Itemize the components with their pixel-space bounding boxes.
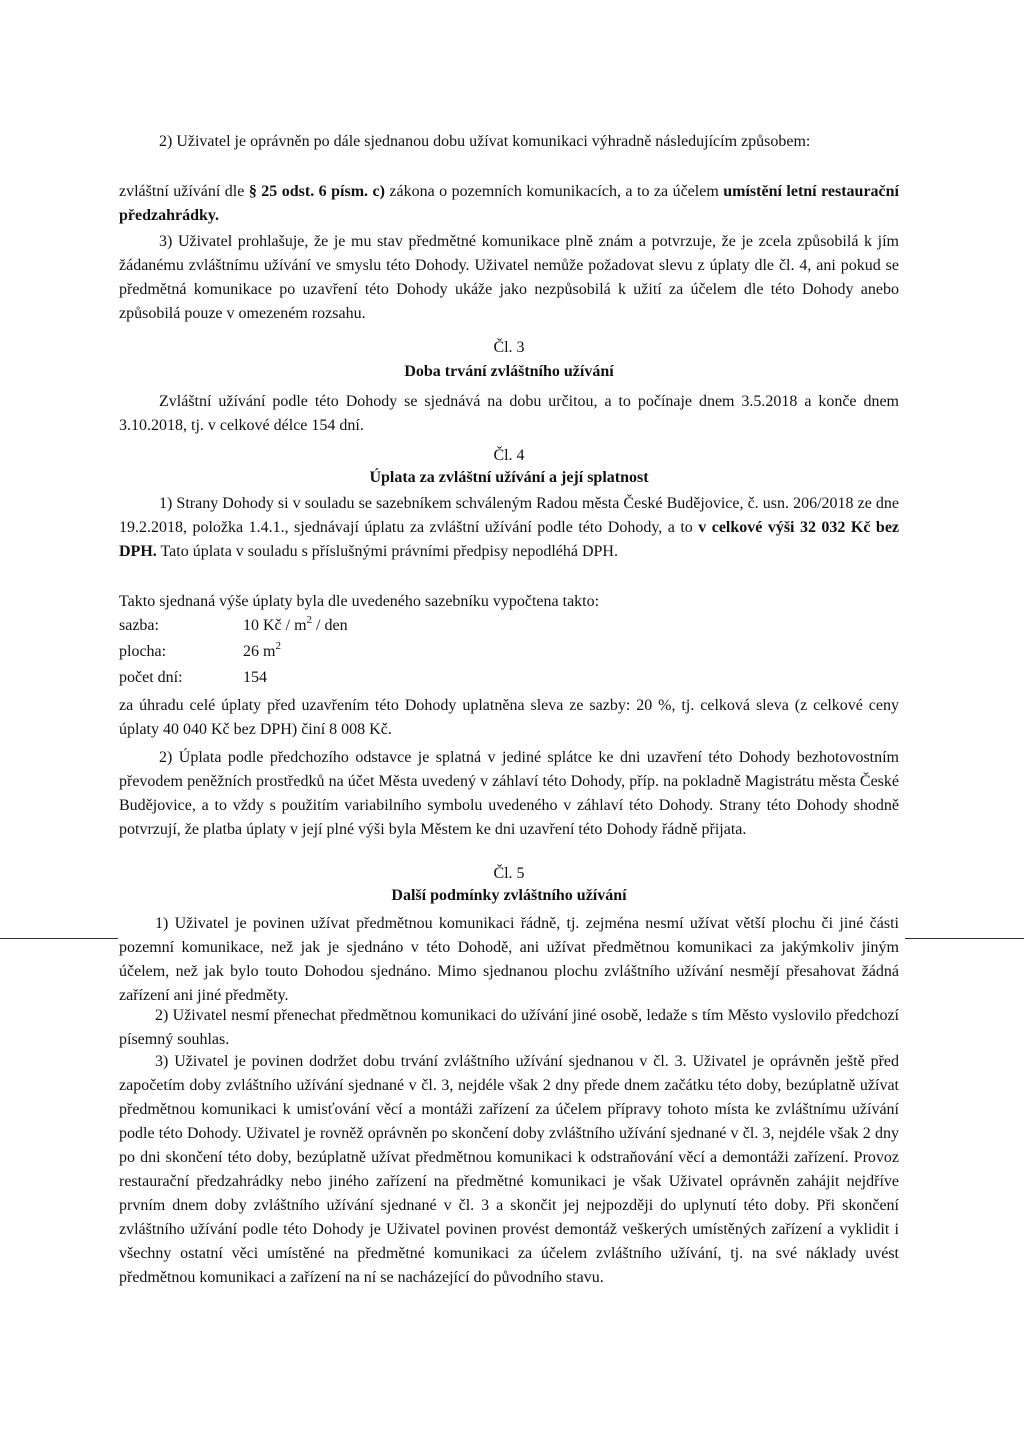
rate-row-pocet-dni [119, 666, 619, 690]
article-5-number: Čl. 5 [493, 865, 525, 882]
article-5-paragraph-2: 2) Uživatel nesmí přenechat předmětnou komunikaci do užívání jiné osobě, ledaže s tím Město vyslovilo předchozí písemný souhlas. [119, 1007, 899, 1048]
calculation-intro: Takto sjednaná výše úplaty byla dle uvedeného sazebníku vypočtena takto: [119, 593, 600, 610]
article-4-number: Čl. 4 [493, 447, 525, 464]
rate-value: 26 $m^2$ [243, 639, 281, 660]
article-4-title [119, 466, 899, 490]
article-3-text: Zvláštní užívání podle této Dohody se sjednává na dobu určitou, a to počínaje dnem 3.5.2018 a konče dnem 3.10.2018, tj. v celkové délce 154 dní. [119, 393, 899, 434]
article-5-paragraph-1: 1) Uživatel je povinen užívat předmětnou komunikaci řádně, tj. zejména nesmí užívat větší plochu či jiné části pozemní komunikace, než jak je sjednáno v této Dohodě, ani užívat předmětnou komunikaci za jakýmkoliv jiným účelem, než jak bylo touto Dohodou sjednáno. Mimo sjednanou plochu zvláštního užívání nesmějí přesahovat žádná zařízení ani jiné předměty. [119, 915, 899, 1004]
usage-legal-ref: § 25 odst. 6 písm. c) [248, 183, 385, 200]
rate-value: 154 [243, 669, 267, 686]
usage-purpose: umístění letní restaurační předzahrádky. [119, 183, 899, 224]
article-5-title-text: Další podmínky zvláštního užívání [391, 887, 627, 904]
art4-p1-text-a: 1) Strany Dohody si v souladu se sazebníkem schváleným Radou města České Budějovice, č. usn. 206/2018 ze dne 19.2.2018, položka 1.4.1., sjednávají úplatu za zvláštní užívání podle této Dohody, a to [119, 495, 899, 536]
rate-label: plocha: [119, 643, 167, 660]
article-4-paragraph-1 [119, 492, 899, 564]
usage-text-a: zvláštní užívání dle [119, 183, 245, 200]
usage-text-c: zákona o pozemních komunikacích, a to za účelem [389, 183, 719, 200]
rate-row-plocha [119, 640, 619, 664]
scan-line-right [905, 938, 1024, 939]
article-5-paragraph-3: 3) Uživatel je povinen dodržet dobu trvání zvláštního užívání sjednanou v čl. 3. Uživatel je oprávněn ještě před započetím doby zvláštního užívání sjednané v čl. 3, nejdéle však 2 dny přede dnem začátku této doby, bezúplatně užívat předmětnou komunikaci k umisťování věcí a montáži zařízení za účelem přípravy tohoto místa ke zvláštnímu užívání podle této Dohody. Uživatel je rovněž oprávněn po skončení doby zvláštního užívání sjednané v čl. 3, nejdéle však 2 dny po dni skončení této doby, bezúplatně užívat předmětnou komunikaci k odstraňování věcí a demontáži zařízení. Provoz restaurační předzahrádky nebo jiného zařízení na předmětné komunikaci je však Uživatel oprávněn zahájit nejdříve prvním dnem doby zvláštního užívání sjednané v čl. 3 a skončit jej nejpozději do uplynutí této doby. Při skončení zvláštního užívání podle této Dohody je Uživatel povinen provést demontáž veškerých umístěných zařízení a vyklidit i všechny ostatní věci umístěné na předmětné komunikaci za účelem zvláštního užívání, tj. na své náklady uvést předmětnou komunikaci a zařízení na ní se nacházející do původního stavu. [119, 1053, 899, 1286]
rate-value: 10 Kč / $m^2$ / den [243, 613, 348, 634]
paragraph-3: 3) Uživatel prohlašuje, že je mu stav předmětné komunikace plně znám a potvrzuje, že je zcela způsobilá k jím žádanému zvláštnímu užívání ve smyslu této Dohody. Uživatel nemůže požadovat slevu z úplaty dle čl. 4, ani pokud se předmětná komunikace po uzavření této Dohody ukáže jako nezpůsobilá k užití za účelem dle této Dohody anebo způsobilá pouze v omezeném rozsahu. [119, 233, 899, 322]
rate-row-sazba [119, 614, 619, 638]
rate-label: sazba: [119, 617, 159, 634]
paragraph-2-usage [119, 180, 899, 228]
discount-text: za úhradu celé úplaty před uzavřením této Dohody uplatněna sleva ze sazby: 20 %, tj. celková sleva (z celkové ceny úplaty 40 040 Kč bez DPH) činí 8 008 Kč. [119, 697, 899, 738]
paragraph-2-intro: 2) Uživatel je oprávněn po dále sjednanou dobu užívat komunikaci výhradně následujícím způsobem: [159, 133, 811, 150]
article-3-title [119, 360, 899, 384]
scan-line-left [0, 938, 118, 939]
art4-p1-amount: v celkové výši 32 032 Kč bez DPH. [119, 519, 900, 560]
rate-label: počet dní: [119, 669, 183, 686]
article-4-title-text: Úplata za zvláštní užívání a její splatnost [369, 469, 649, 486]
article-5-title [119, 884, 899, 908]
art4-p1-text-c: Tato úplata v souladu s příslušnými právními předpisy nepodléhá DPH. [160, 543, 618, 560]
article-3-title-text: Doba trvání zvláštního užívání [404, 363, 614, 380]
article-4-paragraph-2: 2) Úplata podle předchozího odstavce je splatná v jediné splátce ke dni uzavření této Dohody bezhotovostním převodem peněžních prostředků na účet Města uvedený v záhlaví této Dohody, příp. na pokladně Magistrátu města České Budějovice, a to vždy s použitím variabilního symbolu uvedeného v záhlaví této Dohody. Strany této Dohody shodně potvrzují, že platba úplaty v její plné výši byla Městem ke dni uzavření této Dohody řádně přijata. [119, 749, 899, 838]
article-3-number: Čl. 3 [493, 339, 525, 356]
